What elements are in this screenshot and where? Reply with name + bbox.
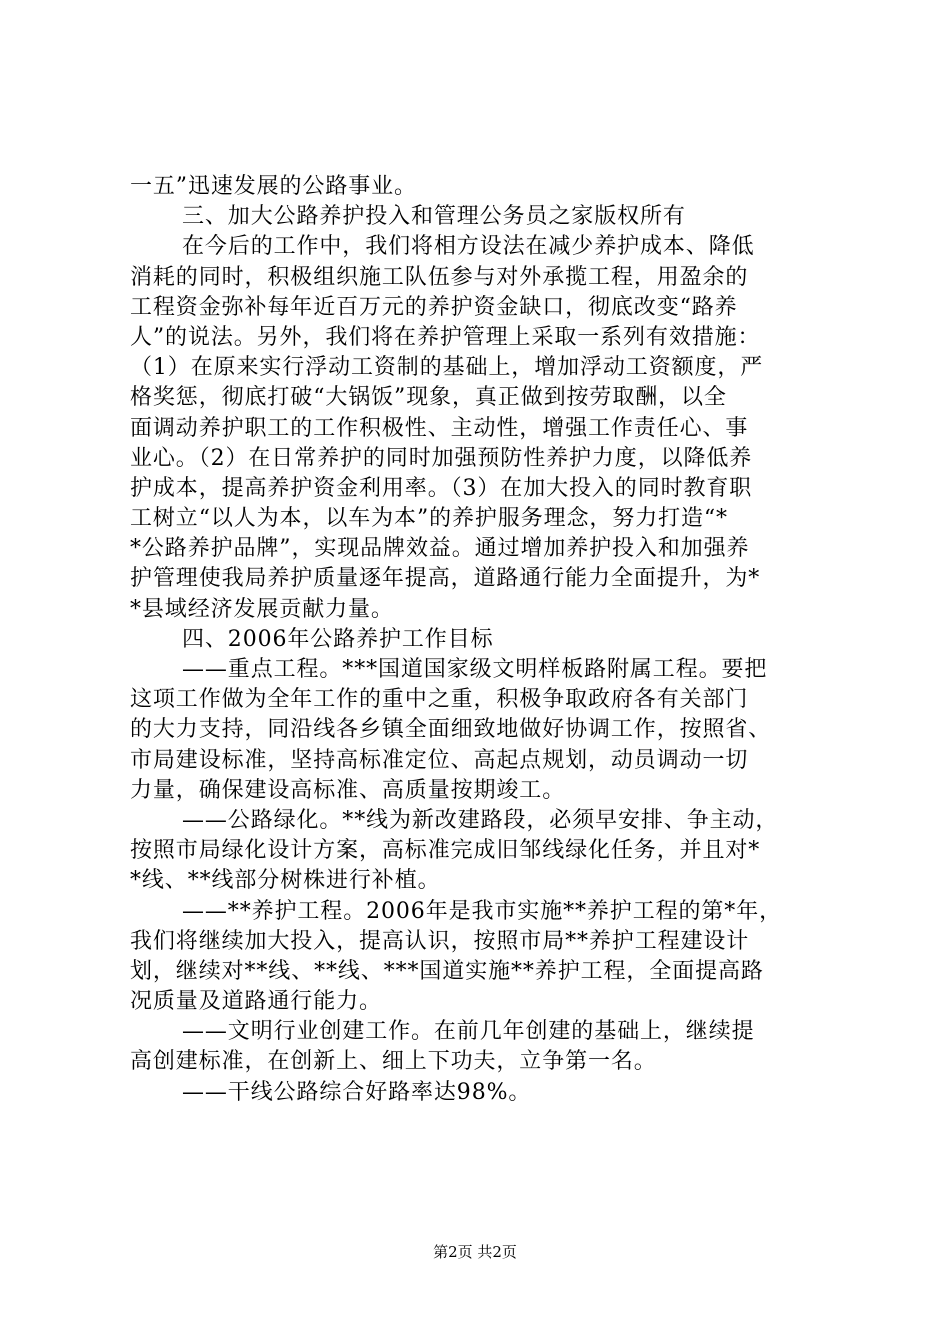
text-line: 业心。（2）在日常养护的同时加强预防性养护力度，以降低养 — [130, 445, 753, 471]
text-line: ——重点工程。***国道国家级文明样板路附属工程。要把 — [182, 657, 768, 682]
text-line: ——**养护工程。2006年是我市实施**养护工程的第*年， — [182, 898, 782, 924]
text-line: 按照市局绿化设计方案，高标准完成旧邹线绿化任务，并且对* — [130, 838, 761, 864]
text-line: *线、**线部分树株进行补植。 — [130, 868, 441, 894]
text-line: 市局建设标准，坚持高标准定位、高起点规划，动员调动一切 — [130, 747, 749, 773]
text-line: 面调动养护职工的工作积极性、主动性，增强工作责任心、事 — [130, 415, 749, 441]
text-line: 高创建标准，在创新上、细上下功夫，立争第一名。 — [130, 1049, 657, 1075]
text-line: 在今后的工作中，我们将相方设法在减少养护成本、降低 — [182, 234, 755, 260]
text-line: 工树立“以人为本，以车为本”的养护服务理念，努力打造“* — [130, 506, 728, 532]
text-line: 工程资金弥补每年近百万元的养护资金缺口，彻底改变“路养 — [130, 294, 738, 320]
text-line: ——公路绿化。**线为新改建路段，必须早安排、争主动， — [182, 807, 779, 833]
text-line: *县域经济发展贡献力量。 — [130, 596, 394, 622]
text-line: 我们将继续加大投入，提高认识，按照市局**养护工程建设计 — [130, 928, 750, 954]
text-line: 力量，确保建设高标准、高质量按期竣工。 — [130, 777, 566, 803]
text-line: ——文明行业创建工作。在前几年创建的基础上，继续提 — [182, 1019, 755, 1045]
text-line: 人”的说法。另外，我们将在养护管理上采取一系列有效措施： — [130, 324, 761, 350]
text-line: 划，继续对**线、**线、***国道实施**养护工程，全面提高路 — [130, 958, 764, 984]
section-heading: 三、加大公路养护投入和管理公务员之家版权所有 — [182, 204, 686, 230]
text-line: 的大力支持，同沿线各乡镇全面细致地做好协调工作，按照省、 — [130, 717, 772, 743]
text-line: 护管理使我局养护质量逐年提高，道路通行能力全面提升，为* — [130, 566, 761, 592]
text-line: 格奖惩，彻底打破“大锅饭”现象，真正做到按劳取酬，以全 — [130, 385, 727, 411]
text-line: *公路养护品牌”，实现品牌效益。通过增加养护投入和加强养 — [130, 536, 750, 562]
text-line: 消耗的同时，积极组织施工队伍参与对外承揽工程，用盈余的 — [130, 264, 749, 290]
text-line: （1）在原来实行浮动工资制的基础上，增加浮动工资额度，严 — [130, 355, 764, 381]
text-line: ——干线公路综合好路率达98%。 — [182, 1079, 532, 1105]
text-line: 况质量及道路通行能力。 — [130, 989, 382, 1015]
text-line: 一五”迅速发展的公路事业。 — [130, 174, 417, 199]
page-footer: 第2页 共2页 — [433, 1243, 517, 1261]
text-line: 这项工作做为全年工作的重中之重，积极争取政府各有关部门 — [130, 687, 749, 713]
document-body — [130, 172, 830, 1108]
section-heading: 四、2006年公路养护工作目标 — [182, 626, 494, 652]
text-line: 护成本，提高养护资金利用率。（3）在加大投入的同时教育职 — [130, 475, 753, 501]
